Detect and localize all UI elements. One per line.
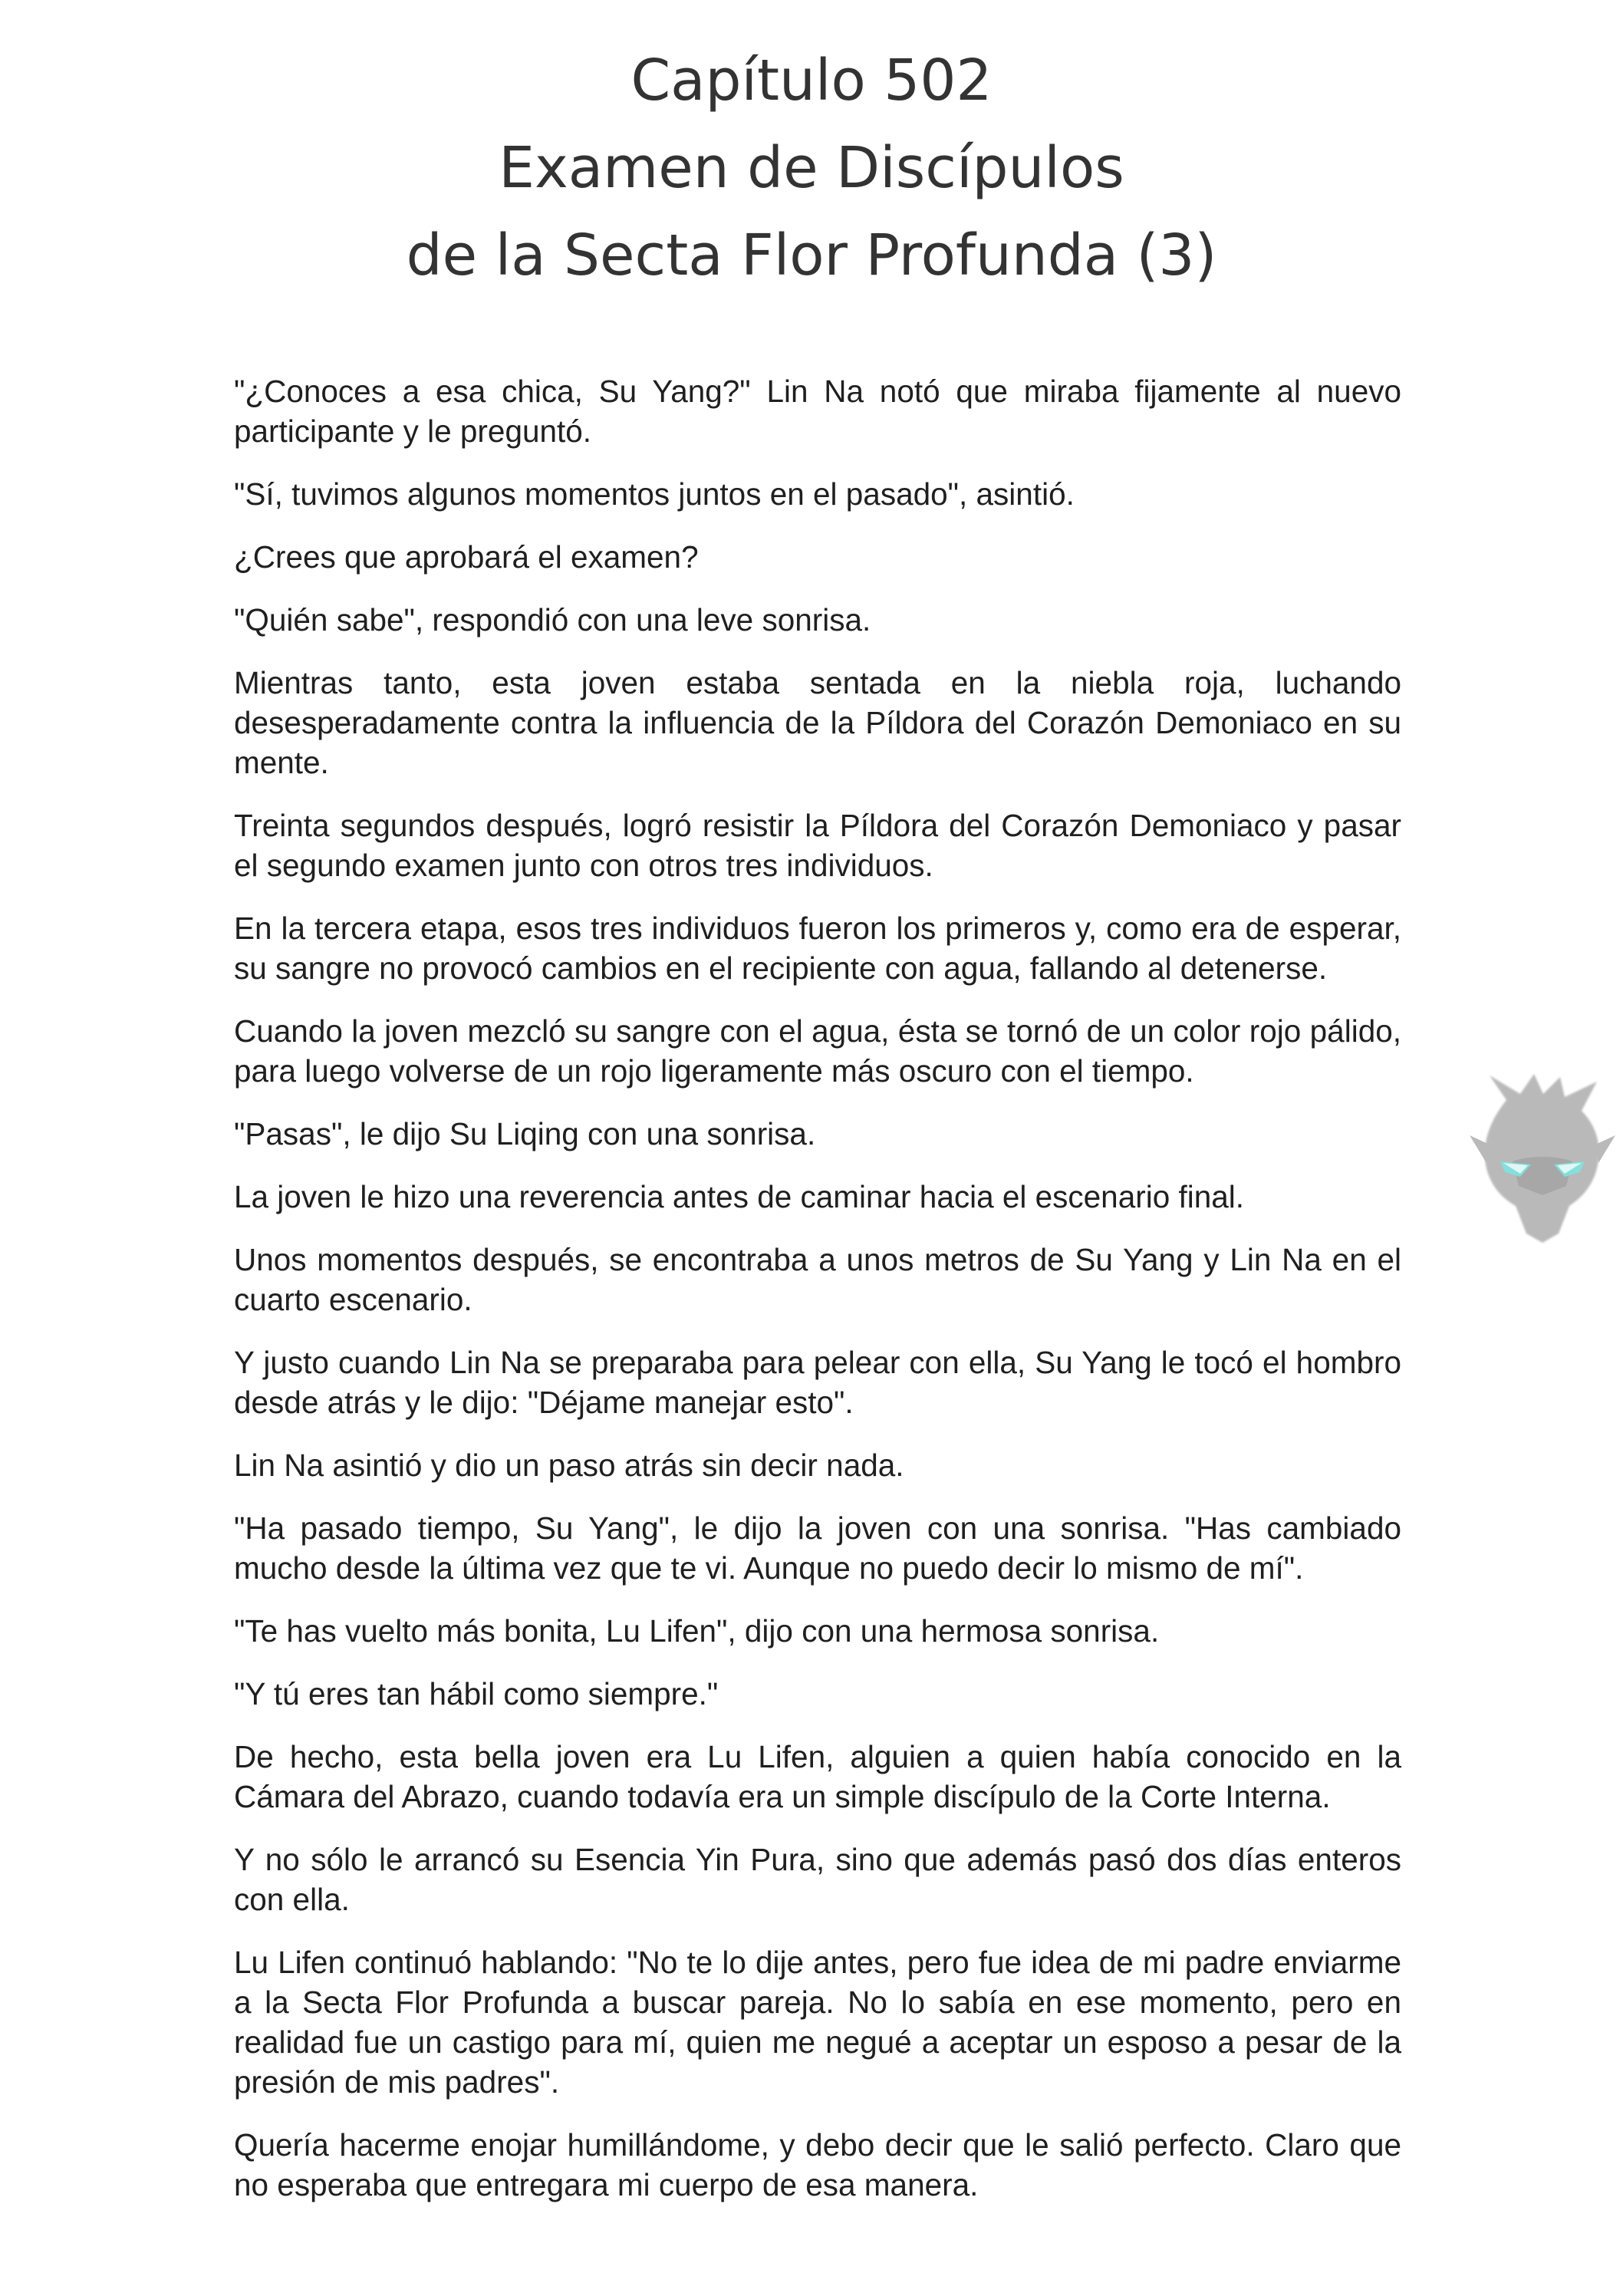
paragraph: "Quién sabe", respondió con una leve sonrisa. xyxy=(234,602,871,637)
chapter-title-line-2: de la Secta Flor Profunda (3) xyxy=(406,222,1217,288)
chapter-number: Capítulo 502 xyxy=(630,48,993,114)
paragraph: ¿Crees que aprobará el examen? xyxy=(234,539,699,575)
paragraph: En la tercera etapa, esos tres individuos fueron los primeros y, como era de esperar, su sangre no provocó cambios en el recipiente con agua, fallando al detenerse. xyxy=(234,911,1401,986)
paragraph: "¿Conoces a esa chica, Su Yang?" Lin Na notó que miraba fijamente al nuevo participante y le preguntó. xyxy=(234,374,1401,449)
paragraph: Treinta segundos después, logró resistir la Píldora del Corazón Demoniaco y pasar el segundo examen junto con otros tres individuos. xyxy=(234,808,1401,883)
paragraph: Y justo cuando Lin Na se preparaba para pelear con ella, Su Yang le tocó el hombro desde atrás y le dijo: "Déjame manejar esto". xyxy=(234,1345,1401,1420)
paragraph: De hecho, esta bella joven era Lu Lifen, alguien a quien había conocido en la Cámara del Abrazo, cuando todavía era un simple discípulo de la Corte Interna. xyxy=(234,1739,1401,1814)
paragraph: Quería hacerme enojar humillándome, y debo decir que le salió perfecto. Claro que no esperaba que entregara mi cuerpo de esa manera. xyxy=(234,2127,1401,2202)
paragraph: La joven le hizo una reverencia antes de caminar hacia el escenario final. xyxy=(234,1179,1245,1214)
paragraph: Lu Lifen continuó hablando: "No te lo dije antes, pero fue idea de mi padre enviarme a la Secta Flor Profunda a buscar pareja. No lo sabía en ese momento, pero en realidad fue un castigo para mí, quien me negué a aceptar un esposo a pesar de la presión de mis padres". xyxy=(234,1945,1401,2100)
paragraph: Y no sólo le arrancó su Esencia Yin Pura, sino que además pasó dos días enteros con ella. xyxy=(234,1842,1401,1917)
paragraph: Lin Na asintió y dio un paso atrás sin decir nada. xyxy=(234,1448,904,1483)
paragraph: Cuando la joven mezcló su sangre con el agua, ésta se tornó de un color rojo pálido, para luego volverse de un rojo ligeramente más oscuro con el tiempo. xyxy=(234,1013,1401,1089)
chapter-title xyxy=(0,37,1623,299)
paragraph: "Pasas", le dijo Su Liqing con una sonrisa. xyxy=(234,1116,816,1151)
paragraph: Mientras tanto, esta joven estaba sentada en la niebla roja, luchando desesperadamente contra la influencia de la Píldora del Corazón Demoniaco en su mente. xyxy=(234,665,1401,780)
paragraph: Unos momentos después, se encontraba a unos metros de Su Yang y Lin Na en el cuarto escenario. xyxy=(234,1242,1401,1317)
paragraph: "Ha pasado tiempo, Su Yang", le dijo la joven con una sonrisa. "Has cambiado mucho desde la última vez que te vi. Aunque no puedo decir lo mismo de mí". xyxy=(234,1510,1401,1586)
paragraph: "Sí, tuvimos algunos momentos juntos en el pasado", asintió. xyxy=(234,476,1075,512)
demon-head-icon xyxy=(1467,1071,1618,1247)
chapter-body xyxy=(234,371,1401,2228)
chapter-title-line-1: Examen de Discípulos xyxy=(499,135,1124,201)
paragraph: "Te has vuelto más bonita, Lu Lifen", dijo con una hermosa sonrisa. xyxy=(234,1613,1160,1649)
paragraph: "Y tú eres tan hábil como siempre." xyxy=(234,1676,719,1711)
